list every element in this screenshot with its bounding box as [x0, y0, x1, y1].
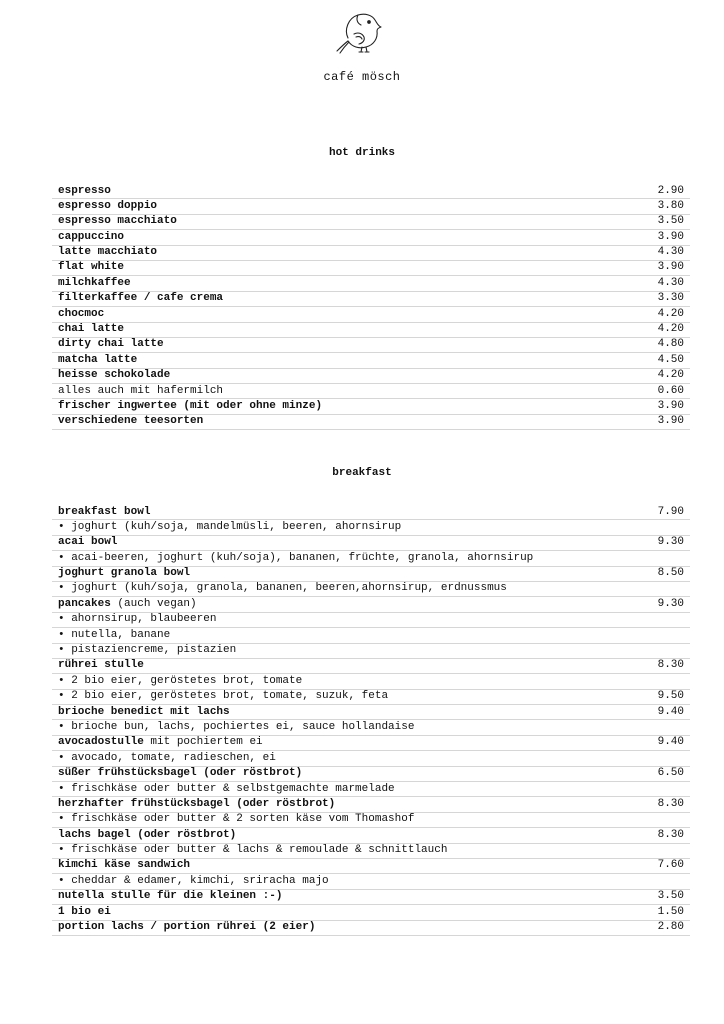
menu-item-name: • brioche bun, lachs, pochiertes ei, sauce hollandaise: [58, 720, 415, 733]
menu-row: [52, 905, 690, 920]
menu-row: [52, 782, 690, 797]
menu-row: [52, 921, 690, 936]
menu-item-price: 9.50: [657, 690, 684, 703]
menu-item: [58, 414, 203, 429]
menu-row: [52, 399, 690, 414]
menu-row: [52, 844, 690, 859]
menu-item-name: lachs bagel (oder röstbrot): [58, 828, 237, 841]
bird-logo: [334, 8, 386, 56]
menu-row: [52, 767, 690, 782]
menu-item-name: milchkaffee: [58, 276, 131, 289]
menu-item-price: 0.60: [657, 384, 684, 397]
menu-item-price: 6.50: [657, 767, 684, 780]
menu-item-price: 9.30: [657, 597, 684, 610]
cafe-name: café mösch: [323, 70, 401, 84]
menu-item-name: • cheddar & edamer, kimchi, sriracha majo: [58, 874, 329, 887]
menu-item-price: 4.30: [657, 276, 684, 289]
menu-item-name: dirty chai latte: [58, 338, 164, 351]
menu-item-name: • avocado, tomate, radieschen, ei: [58, 751, 276, 764]
menu-row: [52, 890, 690, 905]
menu-item-name: matcha latte: [58, 353, 138, 366]
menu-row: [52, 276, 690, 291]
menu-item: [58, 322, 124, 337]
menu-item-price: 3.90: [657, 399, 684, 412]
menu-item: [58, 566, 190, 581]
menu-item: [58, 766, 302, 781]
menu-item-price: 4.20: [657, 323, 684, 336]
menu-item-name: alles auch mit hafermilch: [58, 384, 224, 397]
menu-row: [52, 797, 690, 812]
menu-row: [52, 828, 690, 843]
menu-item: [58, 797, 335, 812]
menu-item-name: süßer frühstücksbagel (oder röstbrot): [58, 767, 303, 780]
menu-row: [52, 567, 690, 582]
menu-item-price: 9.30: [657, 536, 684, 549]
menu-item-price: 4.30: [657, 246, 684, 259]
menu-row: [52, 597, 690, 612]
menu-item-price: 4.20: [657, 307, 684, 320]
menu-row: [52, 323, 690, 338]
breakfast-list: [52, 505, 690, 936]
menu-item-name: filterkaffee / cafe crema: [58, 292, 224, 305]
menu-item-name: flat white: [58, 261, 125, 274]
menu-row: [52, 644, 690, 659]
menu-item-name: brioche benedict mit lachs: [58, 705, 230, 718]
menu-item: [58, 520, 401, 535]
menu-item-name: joghurt granola bowl: [58, 567, 191, 580]
menu-row: [52, 215, 690, 230]
menu-item-name: herzhafter frühstücksbagel (oder röstbrot): [58, 797, 336, 810]
menu-item-name: espresso: [58, 184, 111, 197]
menu-item-name: cappuccino: [58, 230, 125, 243]
menu-row: [52, 659, 690, 674]
section-title-hot-drinks: hot drinks: [328, 147, 395, 159]
menu-item: [58, 751, 276, 766]
menu-item-price: 8.30: [657, 797, 684, 810]
menu-item-price: 3.90: [657, 261, 684, 274]
menu-row: [52, 520, 690, 535]
menu-item-name: acai bowl: [58, 536, 118, 549]
menu-item: [58, 260, 124, 275]
menu-item: [58, 920, 315, 935]
menu-item-name: • 2 bio eier, geröstetes brot, tomate, suzuk, feta: [58, 690, 389, 703]
menu-row: [52, 582, 690, 597]
menu-item: [58, 535, 117, 550]
menu-item: [58, 337, 164, 352]
menu-item: [58, 874, 329, 889]
menu-item-name: espresso doppio: [58, 199, 158, 212]
menu-item: [58, 889, 282, 904]
menu-row: [52, 720, 690, 735]
menu-item-name: • frischkäse oder butter & selbstgemachte marmelade: [58, 782, 395, 795]
menu-item: [58, 399, 322, 414]
menu-item-name: • nutella, banane: [58, 628, 171, 641]
menu-item: [58, 184, 111, 199]
menu-item-price: 4.80: [657, 338, 684, 351]
menu-item: [58, 782, 395, 797]
menu-item: [58, 505, 150, 520]
menu-row: [52, 353, 690, 368]
menu-item-price: 2.80: [657, 921, 684, 934]
menu-item-name: portion lachs / portion rührei (2 eier): [58, 921, 316, 934]
menu-item-price: 2.90: [657, 184, 684, 197]
menu-item: [58, 597, 197, 612]
menu-item: [58, 276, 131, 291]
menu-item-name: chai latte: [58, 323, 125, 336]
menu-item-name: rührei stulle: [58, 659, 144, 672]
menu-item-name: • pistaziencreme, pistazien: [58, 644, 237, 657]
menu-item: [58, 368, 170, 383]
menu-item-price: 3.50: [657, 215, 684, 228]
menu-row: [52, 859, 690, 874]
menu-row: [52, 690, 690, 705]
menu-row: [52, 307, 690, 322]
menu-item-price: 1.50: [657, 905, 684, 918]
menu-row: [52, 751, 690, 766]
menu-item: [58, 705, 230, 720]
menu-item-price: 3.90: [657, 230, 684, 243]
menu-item: [58, 720, 414, 735]
menu-item-price: 7.60: [657, 859, 684, 872]
menu-item: [58, 612, 216, 627]
menu-row: [52, 184, 690, 199]
menu-item-note: (auch vegan): [110, 597, 197, 610]
menu-item-name: • frischkäse oder butter & 2 sorten käse vom Thomashof: [58, 813, 415, 826]
menu-row: [52, 199, 690, 214]
menu-item-name: verschiedene teesorten: [58, 415, 204, 428]
menu-row: [52, 230, 690, 245]
menu-item-name: nutella stulle für die kleinen :-): [58, 890, 283, 903]
menu-row: [52, 874, 690, 889]
menu-item-price: 9.40: [657, 736, 684, 749]
menu-item: [58, 291, 223, 306]
menu-row: [52, 369, 690, 384]
menu-item-price: 4.20: [657, 369, 684, 382]
menu-item: [58, 905, 111, 920]
menu-item-price: 3.30: [657, 292, 684, 305]
menu-row: [52, 551, 690, 566]
menu-item: [58, 230, 124, 245]
hot-drinks-list: [52, 184, 690, 430]
menu-item: [58, 843, 447, 858]
menu-item-price: 7.90: [657, 505, 684, 518]
menu-item: [58, 581, 507, 596]
menu-item-name: 1 bio ei: [58, 905, 111, 918]
menu-row: [52, 246, 690, 261]
menu-item-name: • joghurt (kuh/soja, granola, bananen, beeren,ahornsirup, erdnussmus: [58, 582, 507, 595]
menu-item-price: 4.50: [657, 353, 684, 366]
menu-item: [58, 353, 137, 368]
menu-item-name: espresso macchiato: [58, 215, 177, 228]
menu-item-price: 9.40: [657, 705, 684, 718]
menu-item: [58, 245, 157, 260]
menu-item: [58, 551, 533, 566]
menu-item: [58, 858, 190, 873]
menu-item-name: kimchi käse sandwich: [58, 859, 191, 872]
menu-item-name: • acai-beeren, joghurt (kuh/soja), bananen, früchte, granola, ahornsirup: [58, 551, 534, 564]
menu-row: [52, 705, 690, 720]
section-title-breakfast: breakfast: [332, 467, 392, 479]
menu-item-name: chocmoc: [58, 307, 105, 320]
menu-item: [58, 214, 177, 229]
menu-item: [58, 674, 302, 689]
menu-item: [58, 658, 144, 673]
menu-row: [52, 536, 690, 551]
menu-item: [58, 643, 236, 658]
menu-row: [52, 261, 690, 276]
menu-item: [58, 828, 236, 843]
menu-item-price: 8.30: [657, 659, 684, 672]
menu-item: [58, 689, 388, 704]
menu-row: [52, 813, 690, 828]
menu-row: [52, 505, 690, 520]
menu-item-name: pancakes: [58, 597, 111, 610]
menu-row: [52, 736, 690, 751]
menu-item: [58, 812, 414, 827]
menu-row: [52, 292, 690, 307]
menu-item-name: avocadostulle: [58, 736, 144, 749]
menu-row: [52, 384, 690, 399]
menu-item-price: 8.30: [657, 828, 684, 841]
menu-item: [58, 735, 263, 750]
menu-item-name: frischer ingwertee (mit oder ohne minze): [58, 399, 323, 412]
menu-item: [58, 628, 170, 643]
menu-item: [58, 307, 104, 322]
menu-item-name: • joghurt (kuh/soja, mandelmüsli, beeren, ahornsirup: [58, 520, 402, 533]
menu-item-name: • ahornsirup, blaubeeren: [58, 613, 217, 626]
menu-item: [58, 384, 223, 399]
menu-item-note: mit pochiertem ei: [143, 736, 263, 749]
menu-row: [52, 628, 690, 643]
menu-row: [52, 338, 690, 353]
menu-item-price: 3.90: [657, 415, 684, 428]
menu-row: [52, 613, 690, 628]
menu-row: [52, 674, 690, 689]
menu-item-name: heisse schokolade: [58, 369, 171, 382]
menu-item-price: 3.50: [657, 890, 684, 903]
menu-item-name: latte macchiato: [58, 246, 158, 259]
menu-item-name: • frischkäse oder butter & lachs & remoulade & schnittlauch: [58, 844, 448, 857]
menu-item: [58, 199, 157, 214]
menu-row: [52, 415, 690, 430]
menu-item-name: breakfast bowl: [58, 505, 151, 518]
menu-item-price: 3.80: [657, 199, 684, 212]
menu-item-name: • 2 bio eier, geröstetes brot, tomate: [58, 674, 303, 687]
menu-item-price: 8.50: [657, 567, 684, 580]
